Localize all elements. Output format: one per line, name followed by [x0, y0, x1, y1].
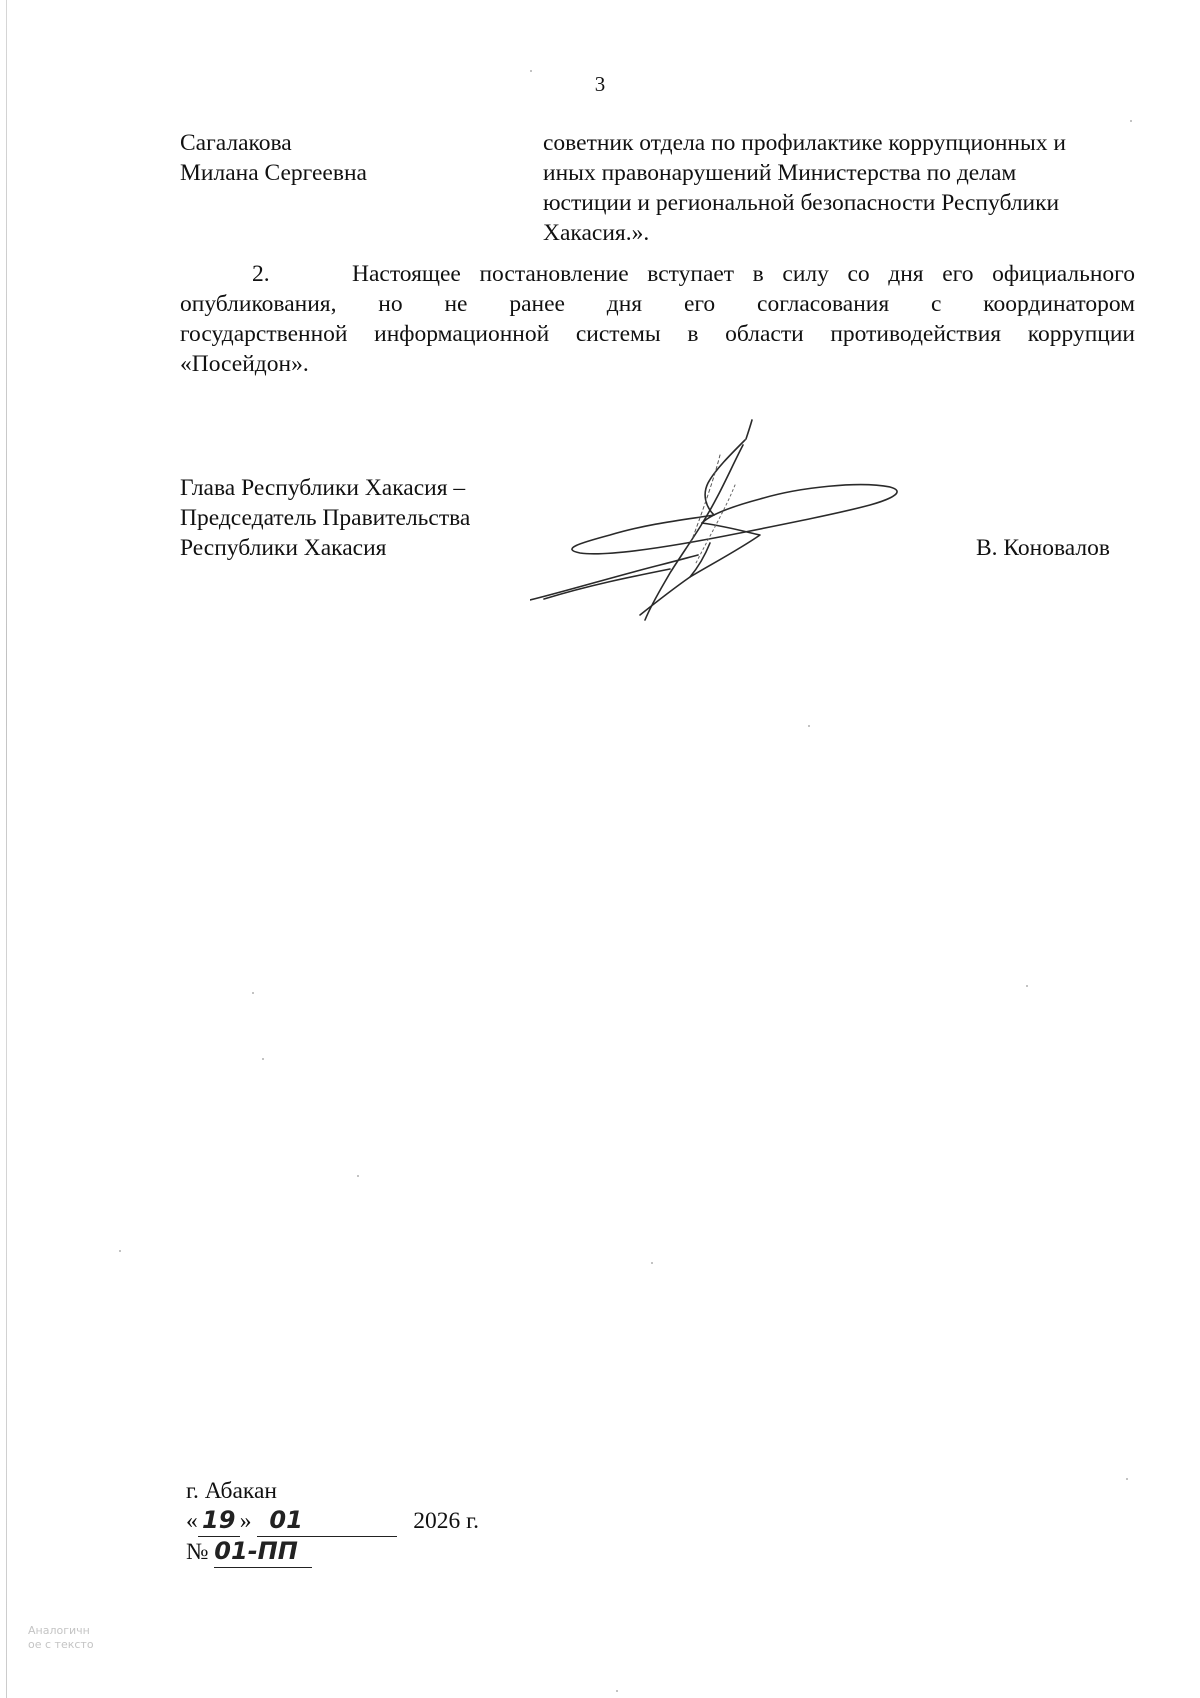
signer-title-line: Глава Республики Хакасия –	[180, 475, 466, 501]
clause-line: «Посейдон».	[180, 351, 309, 377]
clause-line: Настоящее постановление вступает в силу со дня его официального	[352, 261, 1135, 287]
document-number-line	[186, 1536, 312, 1568]
number-prefix: №	[186, 1539, 209, 1565]
member-position-line: юстиции и региональной безопасности Республики	[543, 190, 1060, 216]
date-year: 2026 г.	[413, 1508, 479, 1534]
handwritten-signature	[530, 415, 930, 625]
signer-title-line: Председатель Правительства	[180, 505, 471, 531]
scan-speck	[1026, 985, 1028, 987]
member-position-line: Хакасия.».	[543, 220, 650, 246]
date-open-quote: «	[186, 1508, 198, 1534]
clause-line: государственной информационной системы в области противодействия коррупции	[180, 321, 1135, 347]
date-line	[186, 1505, 479, 1537]
scan-speck	[262, 1058, 264, 1060]
scan-edge	[6, 0, 7, 1698]
scan-speck	[651, 1262, 653, 1264]
member-given-names: Милана Сергеевна	[180, 160, 367, 186]
scan-speck	[530, 70, 532, 72]
scan-speck	[1126, 1478, 1128, 1480]
clause-number: 2.	[252, 261, 270, 287]
signer-name: В. Коновалов	[976, 535, 1111, 561]
scan-speck	[357, 1175, 359, 1177]
date-close-quote: »	[239, 1508, 252, 1534]
member-position-line: иных правонарушений Министерства по делам	[543, 160, 1017, 186]
date-day: 19	[202, 1506, 236, 1534]
member-surname: Сагалакова	[180, 130, 292, 156]
document-number: 01-ПП	[214, 1537, 298, 1565]
page-number: 3	[594, 72, 606, 96]
member-position-line: советник отдела по профилактике коррупционных и	[543, 130, 1066, 156]
scan-speck	[252, 992, 254, 994]
signer-title-line: Республики Хакасия	[180, 535, 387, 561]
scan-speck	[616, 1690, 618, 1692]
scan-speck	[119, 1250, 121, 1252]
scan-speck	[1130, 120, 1132, 122]
clause-line: опубликования, но не ранее дня его согласования с координатором	[180, 291, 1135, 317]
city-label: г. Абакан	[186, 1478, 277, 1504]
scan-speck	[808, 725, 810, 727]
date-month: 01	[269, 1506, 303, 1534]
faint-stamp: Аналогичн ое с тексто	[28, 1624, 94, 1651]
